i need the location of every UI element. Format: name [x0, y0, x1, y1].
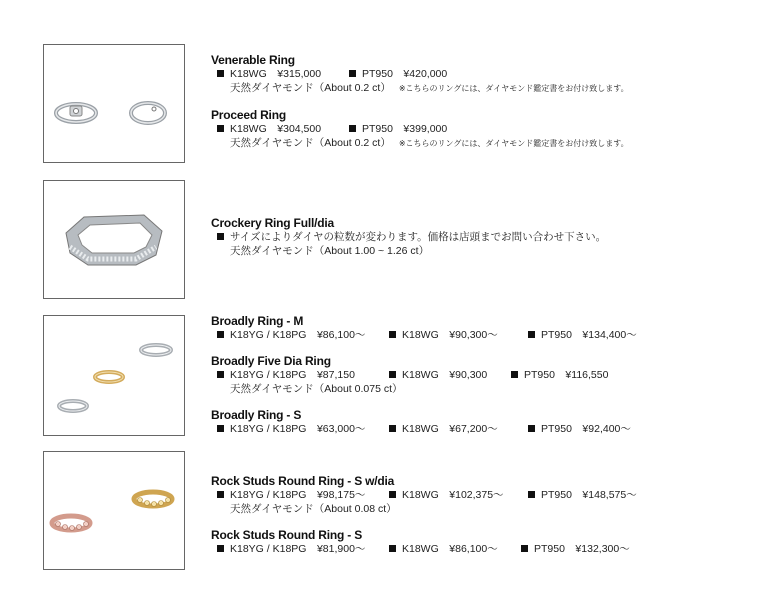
price-pt950: PT950 ¥134,400～: [541, 329, 637, 341]
price-line: [211, 422, 631, 436]
certificate-note: ※こちらのリングには、ダイヤモンド鑑定書をお付け致します。: [398, 139, 629, 148]
bullet-square-icon: [521, 545, 528, 552]
bullet-square-icon: [217, 70, 224, 77]
price-pt950: PT950 ¥132,300～: [534, 543, 630, 555]
price-k18wg: K18WG ¥90,300: [402, 369, 488, 381]
product-image-crockery: [43, 180, 185, 299]
price-k18yg-pg: K18YG / K18PG ¥63,000～: [230, 423, 366, 435]
diamond-info: 天然ダイヤモンド（About 0.075 ct）: [230, 383, 403, 395]
product-title: Proceed Ring: [211, 108, 286, 122]
product-broadly-five-dia: [211, 354, 609, 396]
price-line: [211, 328, 637, 342]
price-k18yg-pg: K18YG / K18PG ¥87,150: [230, 369, 355, 381]
ring-pair-illustration: [44, 45, 184, 162]
product-proceed: [211, 108, 629, 151]
bullet-square-icon: [389, 331, 396, 338]
price-pt950: PT950 ¥116,550: [524, 369, 609, 381]
product-venerable: [211, 53, 629, 96]
price-pt950: PT950 ¥92,400～: [541, 423, 631, 435]
description-line: [211, 230, 607, 244]
diamond-info: 天然ダイヤモンド（About 0.2 ct） ※こちらのリングには、ダイヤモンド鑑定書をお付け致します。: [230, 137, 629, 149]
bullet-square-icon: [217, 331, 224, 338]
product-title: Broadly Ring - S: [211, 408, 302, 422]
bullet-square-icon: [389, 371, 396, 378]
price-pt950: PT950 ¥420,000: [362, 68, 448, 80]
bullet-square-icon: [349, 125, 356, 132]
price-k18wg: K18WG ¥315,000: [230, 68, 322, 80]
product-image-broadly: [43, 315, 185, 436]
product-title: Rock Studs Round Ring - S w/dia: [211, 474, 395, 488]
bullet-square-icon: [389, 425, 396, 432]
diamond-info: 天然ダイヤモンド（About 0.2 ct） ※こちらのリングには、ダイヤモンド鑑定書をお付け致します。: [230, 82, 629, 94]
price-pt950: PT950 ¥148,575～: [541, 489, 637, 501]
broadly-rings-illustration: [44, 316, 184, 435]
bullet-square-icon: [511, 371, 518, 378]
product-title: Venerable Ring: [211, 53, 295, 67]
price-line: [211, 67, 629, 81]
price-line: [211, 542, 630, 556]
product-description: サイズによりダイヤの粒数が変わります。価格は店頭までお問い合わせ下さい。: [230, 231, 607, 243]
product-image-venerable-proceed: [43, 44, 185, 163]
product-rock-studs-s: [211, 528, 630, 556]
diamond-info: 天然ダイヤモンド（About 0.08 ct）: [230, 503, 397, 515]
price-k18wg: K18WG ¥67,200～: [402, 423, 498, 435]
bullet-square-icon: [217, 491, 224, 498]
crockery-ring-illustration: [44, 181, 184, 298]
bullet-square-icon: [217, 545, 224, 552]
price-k18wg: K18WG ¥90,300～: [402, 329, 498, 341]
product-broadly-s: [211, 408, 631, 436]
bullet-square-icon: [349, 70, 356, 77]
certificate-note: ※こちらのリングには、ダイヤモンド鑑定書をお付け致します。: [398, 84, 629, 93]
bullet-square-icon: [217, 125, 224, 132]
price-k18yg-pg: K18YG / K18PG ¥86,100～: [230, 329, 366, 341]
bullet-square-icon: [217, 425, 224, 432]
bullet-square-icon: [528, 425, 535, 432]
price-k18wg: K18WG ¥304,500: [230, 123, 322, 135]
product-rock-studs-dia: [211, 474, 637, 516]
bullet-square-icon: [217, 233, 224, 240]
price-k18wg: K18WG ¥86,100～: [402, 543, 498, 555]
price-k18yg-pg: K18YG / K18PG ¥98,175～: [230, 489, 366, 501]
rock-studs-illustration: [44, 452, 184, 569]
product-broadly-m: [211, 314, 637, 342]
price-k18wg: K18WG ¥102,375～: [402, 489, 504, 501]
product-image-rock-studs: [43, 451, 185, 570]
diamond-info: 天然ダイヤモンド（About 1.00 ~ 1.26 ct）: [230, 245, 430, 257]
bullet-square-icon: [389, 545, 396, 552]
product-crockery: [211, 216, 607, 258]
price-k18yg-pg: K18YG / K18PG ¥81,900～: [230, 543, 366, 555]
bullet-square-icon: [528, 491, 535, 498]
bullet-square-icon: [217, 371, 224, 378]
product-title: Crockery Ring Full/dia: [211, 216, 334, 230]
price-line: [211, 368, 609, 382]
bullet-square-icon: [528, 331, 535, 338]
price-line: [211, 488, 637, 502]
product-title: Broadly Five Dia Ring: [211, 354, 331, 368]
product-title: Broadly Ring - M: [211, 314, 304, 328]
price-pt950: PT950 ¥399,000: [362, 123, 448, 135]
bullet-square-icon: [389, 491, 396, 498]
product-title: Rock Studs Round Ring - S: [211, 528, 362, 542]
price-line: [211, 122, 629, 136]
